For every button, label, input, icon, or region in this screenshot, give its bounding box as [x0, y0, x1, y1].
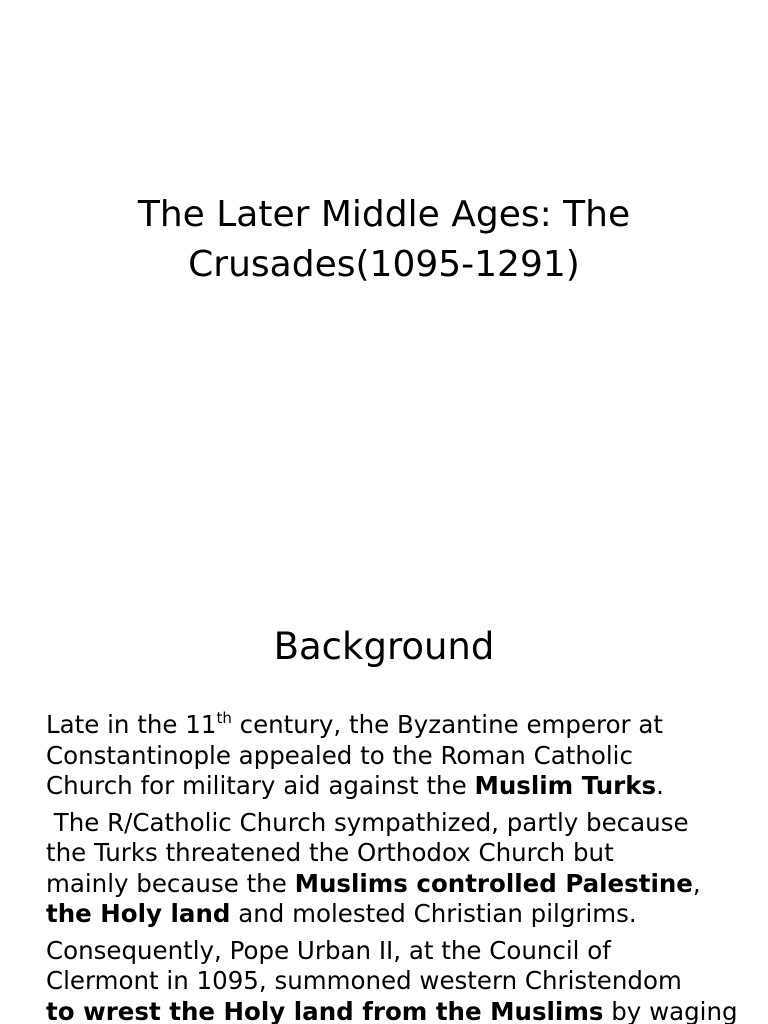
paragraph-1-line-3	[46, 771, 758, 802]
text-run: ,	[692, 868, 701, 898]
paragraph-2-line-1: The R/Catholic Church sympathized, partly because	[46, 807, 689, 837]
text-run: and molested Christian pilgrims.	[230, 899, 637, 928]
text-run: mainly because the	[46, 868, 295, 898]
text-run: by waging	[603, 996, 738, 1024]
paragraph-2-line-2: the Turks threatened the Orthodox Church but	[46, 838, 614, 867]
paragraph-3-line-1: Consequently, Pope Urban II, at the Council of	[46, 935, 611, 965]
bold-text: to wrest the Holy land from the Muslims	[46, 996, 604, 1024]
bold-text: Muslim Turks	[474, 771, 657, 800]
title-line-2: Crusades(1095-1291)	[188, 244, 580, 285]
background-slide	[0, 576, 768, 1024]
title-line-1: The Later Middle Ages: The	[137, 194, 631, 235]
paragraph-2-line-4	[46, 899, 758, 930]
paragraph-2-line-3	[46, 869, 758, 900]
paragraph-3-line-2: Clermont in 1095, summoned western Christendom	[46, 966, 682, 995]
text-run: .	[656, 771, 664, 800]
slide-title	[40, 190, 728, 290]
paragraph-1	[46, 710, 758, 802]
paragraph-2	[46, 808, 758, 930]
text-run: century, the Byzantine emperor at	[231, 710, 664, 739]
paragraph-3	[46, 936, 758, 1024]
paragraph-3-line-3	[46, 997, 758, 1024]
bold-text: the Holy land	[46, 899, 231, 928]
text-run: Church for military aid against the	[46, 771, 475, 800]
bold-text: Muslims controlled Palestine	[294, 868, 693, 898]
paragraph-1-line-1	[46, 710, 758, 741]
slide-heading: Background	[273, 625, 495, 668]
paragraph-1-line-2: Constantinople appealed to the Roman Catholic	[46, 740, 633, 770]
slide-body	[46, 710, 758, 1024]
superscript: th	[216, 709, 232, 727]
text-run: Late in the 11	[46, 710, 217, 739]
